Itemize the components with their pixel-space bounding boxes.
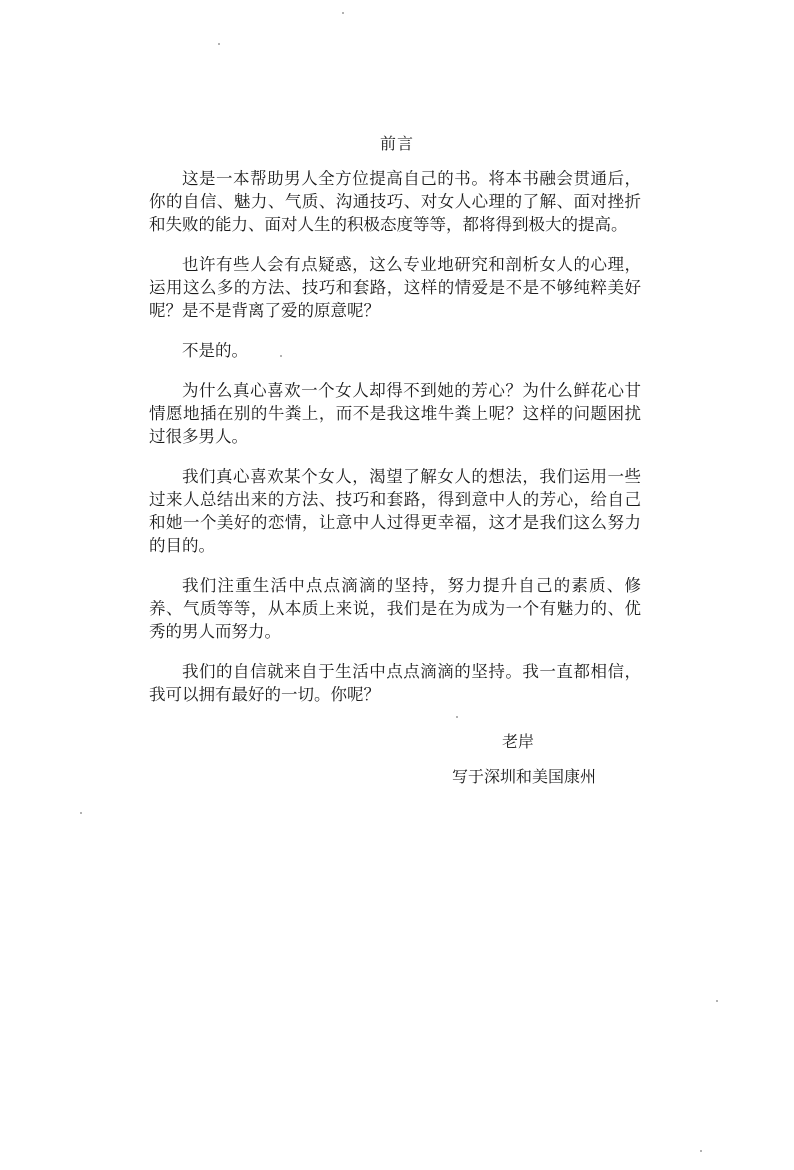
- scan-speck: [342, 12, 344, 14]
- signature-author: 老岸: [502, 732, 535, 751]
- signature-place: 写于深圳和美国康州: [452, 767, 597, 786]
- scan-speck: [456, 716, 458, 718]
- scan-speck: [218, 43, 220, 45]
- paragraph-4: 为什么真心喜欢一个女人却得不到她的芳心？为什么鲜花心甘情愿地插在别的牛粪上，而不是我这堆牛粪上呢？这样的问题困扰过很多男人。: [149, 381, 641, 446]
- scan-speck: [280, 355, 282, 357]
- paragraph-6: 我们注重生活中点点滴滴的坚持，努力提升自己的素质、修养、气质等等，从本质上来说，我们是在为成为一个有魅力的、优秀的男人而努力。: [149, 576, 641, 641]
- paragraph-1: 这是一本帮助男人全方位提高自己的书。将本书融会贯通后，你的自信、魅力、气质、沟通技巧、对女人心理的了解、面对挫折和失败的能力、面对人生的积极态度等等，都将得到极大的提高。: [149, 169, 641, 234]
- scan-speck: [716, 1000, 718, 1002]
- paragraph-3: 不是的。: [182, 341, 248, 360]
- paragraph-2: 也许有些人会有点疑惑，这么专业地研究和剖析女人的心理，运用这么多的方法、技巧和套路，这样的情爱是不是不够纯粹美好呢？是不是背离了爱的原意呢？: [149, 255, 641, 320]
- scan-speck: [700, 1150, 702, 1152]
- page-title: 前言: [379, 134, 414, 153]
- preface-body: [149, 167, 641, 723]
- scan-speck: [80, 812, 82, 814]
- paragraph-5: 我们真心喜欢某个女人，渴望了解女人的想法，我们运用一些过来人总结出来的方法、技巧和套路，得到意中人的芳心，给自己和她一个美好的恋情，让意中人过得更幸福，这才是我们这么努力的目的。: [149, 467, 641, 555]
- paragraph-7: 我们的自信就来自于生活中点点滴滴的坚持。我一直都相信，我可以拥有最好的一切。你呢？: [149, 662, 641, 704]
